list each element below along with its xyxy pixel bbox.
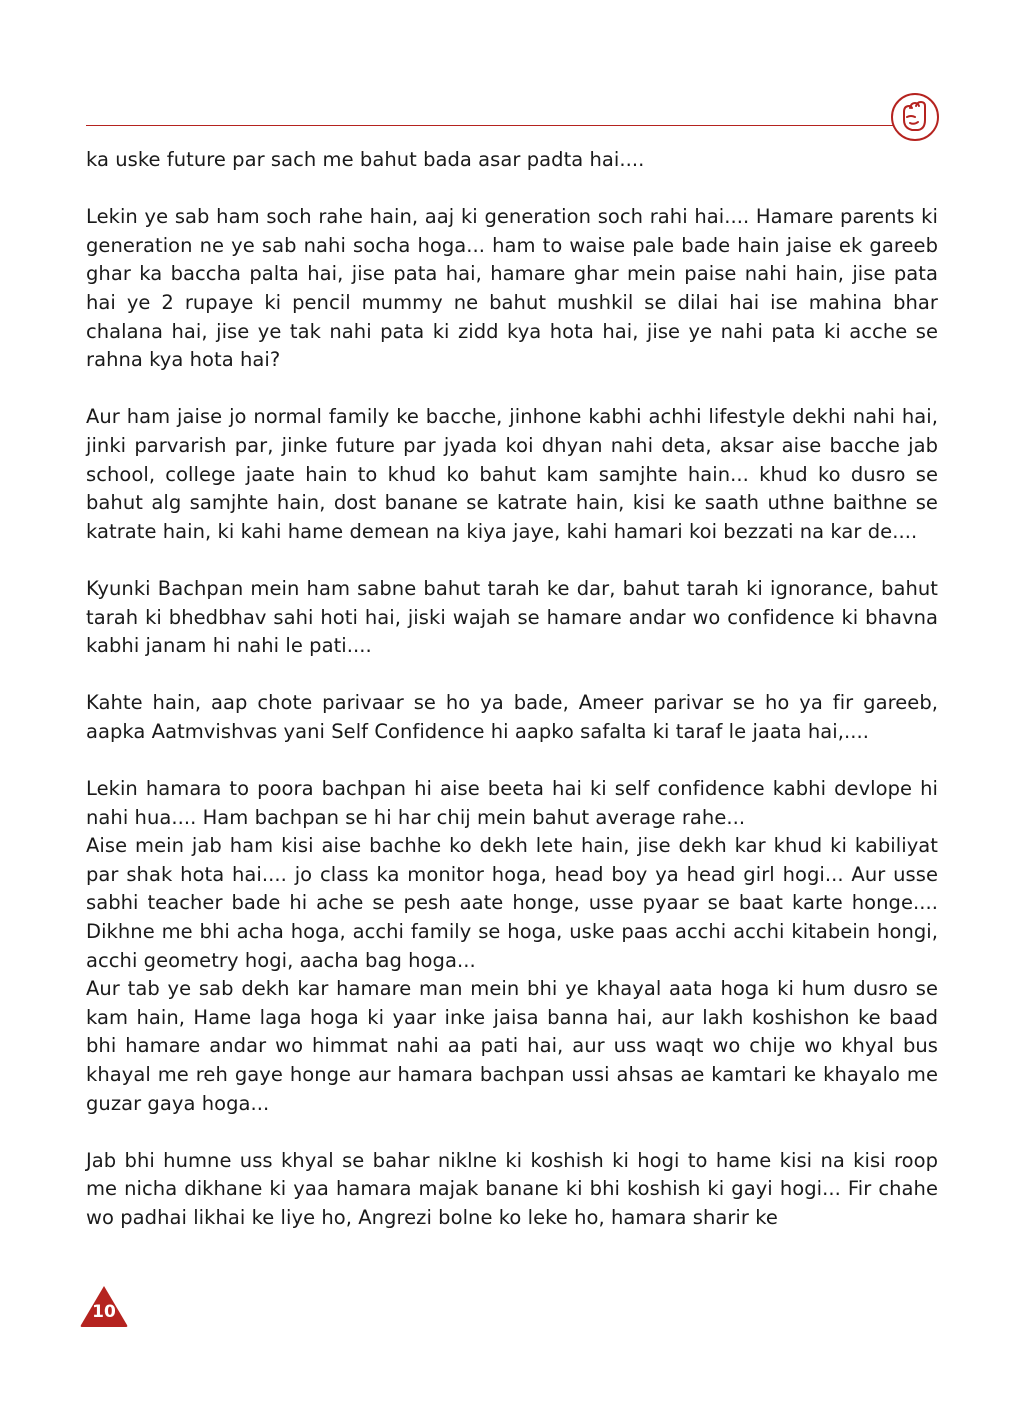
paragraph: Aur ham jaise jo normal family ke bacche, jinhone kabhi achhi lifestyle dekhi nahi hai, jinki parvarish par, jinke future par jyada koi dhyan nahi deta, aksar aise bacche jab school, college jaate hain to khud ko bahut kam samjhte hain... khud ko dusro se bahut alg samjhte hain, dost banane se katrate hain, kisi ke saath uthne baithne se katrate hain, ki kahi hame demean na kiya jaye, kahi hamari koi bezzati na kar de.... bbox=[86, 405, 938, 543]
paragraph: Kyunki Bachpan mein ham sabne bahut tarah ke dar, bahut tarah ki ignorance, bahut tarah ki bhedbhav sahi hoti hai, jiski wajah se hamare andar wo confidence ki bhavna kabhi janam hi nahi le pati.... bbox=[86, 576, 938, 658]
page-body bbox=[86, 146, 938, 1233]
paragraph: Lekin hamara to poora bachpan hi aise beeta hai ki self confidence kabhi devlope hi nahi hua.... Ham bachpan se hi har chij mein bahut average rahe... bbox=[86, 777, 938, 829]
paragraph: Jab bhi humne uss khyal se bahar niklne ki koshish ki hogi to hame kisi na kisi roop me nicha dikhane ki yaa hamara majak banane ki bhi koshish ki gayi hogi... Fir chahe wo padhai likhai ke liye ho, Angrezi bolne ko leke ho, hamara sharir ke bbox=[86, 1148, 938, 1229]
raised-fist-icon bbox=[888, 90, 942, 144]
header-rule bbox=[86, 125, 898, 126]
paragraph: Aur tab ye sab dekh kar hamare man mein bhi ye khayal aata hoga ki hum dusro se kam hain, Hame laga hoga ki yaar inke jaisa banna hai, aur lakh koshishon ke baad bhi hamare andar wo himmat nahi aa pati hai, aur uss waqt wo chije wo khyal bus khayal me reh gaye honge aur hamara bachpan ussi ahsas ae kamtari ke khayalo me guzar gaya hoga... bbox=[86, 977, 938, 1115]
paragraph: Aise mein jab ham kisi aise bachhe ko dekh lete hain, jise dekh kar khud ki kabiliyat par shak hota hai.... jo class ka monitor hoga, head boy ya head girl hogi... Aur usse sabhi teacher bade hi ache se pesh aate honge, usse pyaar se baat karte honge.... Dikhne me bhi acha hoga, acchi family se hoga, uske paas acchi acchi kitabein hongi, acchi geometry hogi, aacha bag hoga... bbox=[86, 834, 938, 972]
paragraph: Lekin ye sab ham soch rahe hain, aaj ki generation soch rahi hai.... Hamare parents ki generation ne ye sab nahi socha hoga... ham to waise pale bade hain jaise ek gareeb ghar ka baccha palta hai, jise pata hai, hamare ghar mein paise nahi hain, jise pata hai ye 2 rupaye ki pencil mummy ne bahut mushkil se dilai hai ise mahina bhar chalana hai, jise ye tak nahi pata ki zidd kya hota hai, jise ye nahi pata ki acche se rahna kya hota hai? bbox=[86, 205, 938, 372]
paragraph: Kahte hain, aap chote parivaar se ho ya bade, Ameer parivar se ho ya fir gareeb, aapka Aatmvishvas yani Self Confidence hi aapko safalta ki taraf le jaata hai,.... bbox=[86, 691, 938, 743]
paragraph: ka uske future par sach me bahut bada asar padta hai.... bbox=[86, 148, 645, 171]
page-number: 10 bbox=[92, 1302, 116, 1322]
